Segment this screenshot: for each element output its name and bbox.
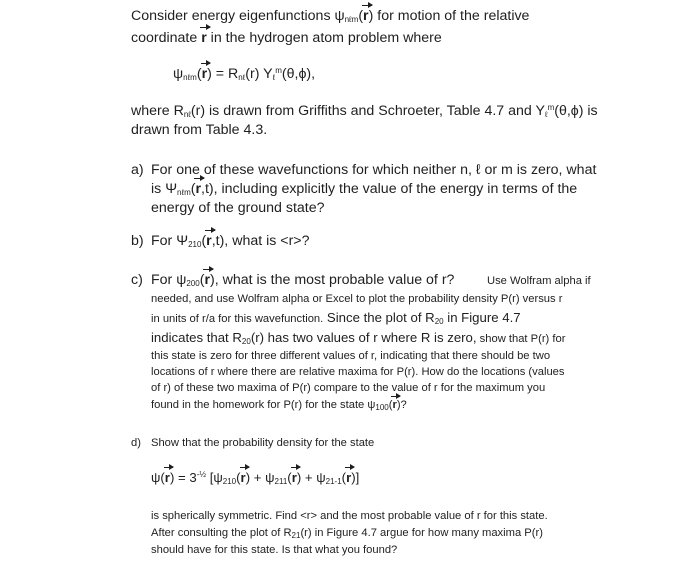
part-a-line-3: energy of the ground state?	[151, 200, 325, 216]
part-b-label: b)	[131, 233, 144, 249]
part-c-line-7: of r) of these two maxima of P(r) compare to the value of r for the maximum you	[151, 382, 546, 394]
part-c-line-2: needed, and use Wolfram alpha or Excel to plot the probability density P(r) versus r	[151, 293, 563, 305]
part-c-line-1: For ψ200(r), what is the most probable value of r?	[151, 272, 455, 288]
part-c-line-3: in units of r/a for this wavefunction. Since the plot of R20 in Figure 4.7	[151, 310, 521, 326]
part-c-label: c)	[131, 272, 143, 288]
where-line-1: where Rnℓ(r) is drawn from Griffiths and Schroeter, Table 4.7 and Yℓ$^m$(θ,ϕ) is	[131, 103, 598, 119]
part-d-line-2: is spherically symmetric. Find <r> and the most probable value of r for this state.	[151, 510, 548, 522]
part-c-line-6: locations of r where there are relative maxima for P(r). How do the locations (values	[151, 366, 565, 378]
intro-line-1: Consider energy eigenfunctions ψnℓm(r) for motion of the relative	[131, 8, 530, 24]
part-d-line-3: After consulting the plot of R21(r) in Figure 4.7 argue for how many maxima P(r)	[151, 527, 543, 540]
part-a-line-2: is Ψnℓm(r,t), including explicitly the value of the energy in terms of the	[151, 181, 578, 197]
part-b-question: For Ψ210(r,t), what is <r>?	[151, 233, 310, 249]
part-c-line-8: found in the homework for P(r) for the state ψ100(r)?	[151, 399, 407, 412]
wavefunction-equation: ψnℓm(r) = Rnℓ(r) Yℓ$^m$(θ,ϕ),	[173, 66, 316, 82]
part-d-line-1: Show that the probability density for the state	[151, 437, 375, 449]
part-a-line-1: For one of these wavefunctions for which neither n, ℓ or m is zero, what	[151, 162, 597, 178]
part-d-label: d)	[131, 437, 141, 449]
where-line-2: drawn from Table 4.3.	[131, 122, 268, 138]
part-a-label: a)	[131, 162, 144, 178]
part-c-line-5: this state is zero for three different values of r, indicating that there should be two	[151, 350, 551, 362]
part-d-line-4: should have for this state. Is that what you found?	[151, 544, 398, 556]
intro-line-2: coordinate r in the hydrogen atom problem where	[131, 30, 442, 46]
part-c-wolfram-note: Use Wolfram alpha if	[487, 275, 591, 287]
part-d-equation: $\psi(r) = 3^{-\frac{1}{2}}$ [ψ210(r) + ψ211(r) + ψ21-1(r)]	[151, 470, 360, 486]
part-c-line-4: indicates that R20(r) has two values of r where R is zero, show that P(r) for	[151, 330, 566, 346]
